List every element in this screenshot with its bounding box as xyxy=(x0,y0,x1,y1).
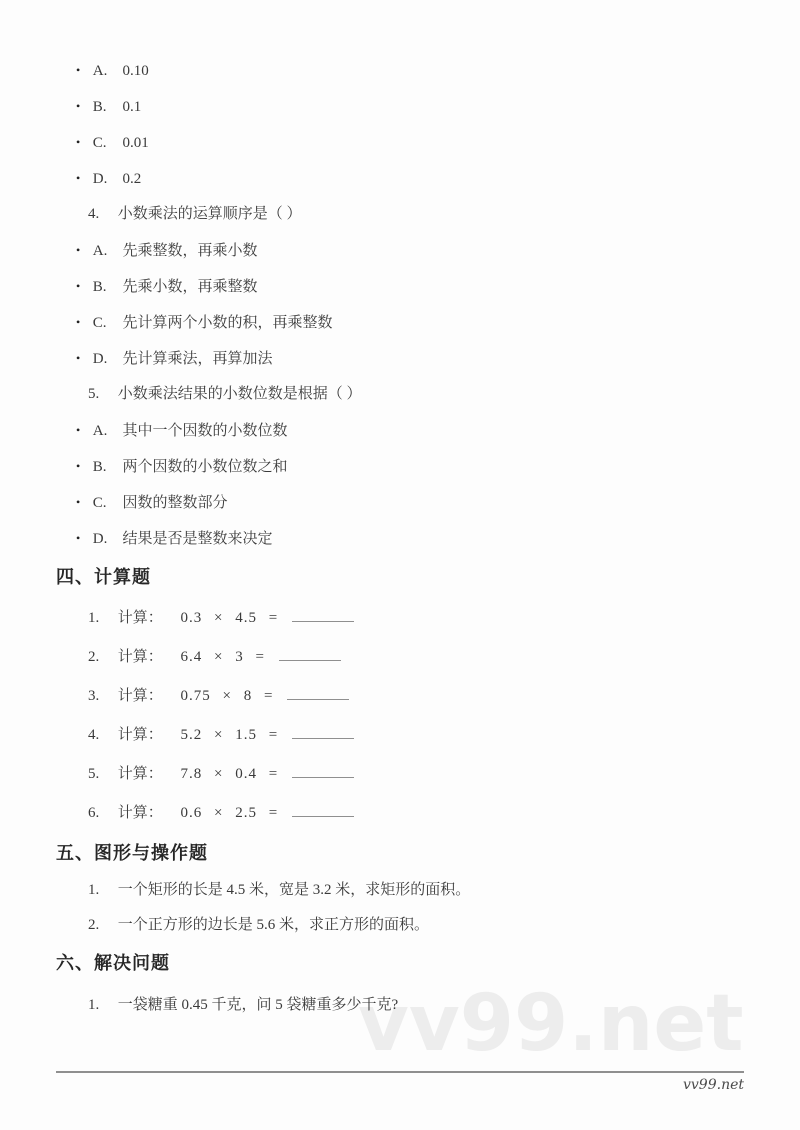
question-number: 5. xyxy=(88,386,100,402)
bullet-icon: • xyxy=(76,279,81,293)
option-row xyxy=(76,422,744,439)
bullet-icon: • xyxy=(76,531,81,545)
footer-site-text: vv99.net xyxy=(682,1077,744,1093)
option-label: B. xyxy=(92,99,107,115)
calc-prefix: 计算： xyxy=(117,649,163,665)
option-text: 两个因数的小数位数之和 xyxy=(122,459,288,475)
item-number: 4. xyxy=(88,727,100,743)
item-number: 2. xyxy=(88,649,100,665)
option-text: 先计算乘法，再算加法 xyxy=(122,351,273,367)
bullet-icon: • xyxy=(76,459,81,473)
option-label: C. xyxy=(92,495,107,511)
option-row xyxy=(76,62,744,79)
option-text: 0.01 xyxy=(122,135,149,151)
calc-prefix: 计算： xyxy=(117,805,163,821)
item-text: 一袋糖重 0.45 千克，问 5 袋糖重多少千克? xyxy=(117,997,399,1013)
question-number: 4. xyxy=(88,206,100,222)
option-row xyxy=(76,458,744,475)
calc-item xyxy=(88,764,744,783)
calc-item xyxy=(88,647,744,666)
calc-prefix: 计算： xyxy=(117,610,163,626)
question-4-options xyxy=(56,242,744,367)
bullet-icon: • xyxy=(76,495,81,509)
option-text: 先乘小数，再乘整数 xyxy=(122,279,258,295)
option-label: B. xyxy=(92,279,107,295)
option-text: 结果是否是整数来决定 xyxy=(122,531,273,547)
option-row xyxy=(76,350,744,367)
section-heading-geometry: 五、图形与操作题 xyxy=(56,843,208,863)
bullet-icon: • xyxy=(76,171,81,185)
question-text: 小数乘法结果的小数位数是根据（ ） xyxy=(117,386,362,402)
question-text: 小数乘法的运算顺序是（ ） xyxy=(117,206,302,222)
calc-prefix: 计算： xyxy=(117,727,163,743)
bullet-icon: • xyxy=(76,99,81,113)
calc-expression: 0.6 × 2.5 = xyxy=(180,805,279,821)
option-label: D. xyxy=(92,171,108,187)
question-4 xyxy=(88,206,744,222)
answer-blank xyxy=(279,647,341,661)
option-label: D. xyxy=(92,351,108,367)
bullet-icon: • xyxy=(76,351,81,365)
section-heading-word-problems: 六、解决问题 xyxy=(56,953,170,973)
item-number: 5. xyxy=(88,766,100,782)
option-label: C. xyxy=(92,135,107,151)
calc-item xyxy=(88,608,744,627)
bullet-icon: • xyxy=(76,315,81,329)
option-row xyxy=(76,278,744,295)
option-text: 0.10 xyxy=(122,63,149,79)
option-text: 0.2 xyxy=(122,171,142,187)
item-number: 1. xyxy=(88,997,100,1013)
option-text: 其中一个因数的小数位数 xyxy=(122,423,288,439)
watermark-text: vv99.net xyxy=(358,979,744,1069)
bullet-icon: • xyxy=(76,243,81,257)
geometry-list xyxy=(88,882,744,934)
option-row xyxy=(76,98,744,115)
page-footer xyxy=(56,1071,744,1093)
bullet-icon: • xyxy=(76,423,81,437)
geometry-item xyxy=(88,882,744,899)
option-label: C. xyxy=(92,315,107,331)
option-text: 因数的整数部分 xyxy=(122,495,228,511)
section-heading-calculation: 四、计算题 xyxy=(56,567,151,587)
option-row xyxy=(76,530,744,547)
question-5-options xyxy=(56,422,744,547)
geometry-item xyxy=(88,917,744,934)
calc-prefix: 计算： xyxy=(117,688,163,704)
calc-item xyxy=(88,686,744,705)
option-row xyxy=(76,242,744,259)
calc-item xyxy=(88,803,744,822)
word-problem-list xyxy=(88,997,744,1014)
calc-expression: 0.75 × 8 = xyxy=(180,688,274,704)
option-row xyxy=(76,134,744,151)
calculation-list xyxy=(88,608,744,822)
option-row xyxy=(76,314,744,331)
calc-item xyxy=(88,725,744,744)
calc-expression: 6.4 × 3 = xyxy=(180,649,265,665)
word-problem-item xyxy=(88,997,744,1014)
option-label: A. xyxy=(92,423,108,439)
bullet-icon: • xyxy=(76,63,81,77)
answer-blank xyxy=(292,764,354,778)
option-row xyxy=(76,170,744,187)
item-number: 2. xyxy=(88,917,100,933)
item-number: 1. xyxy=(88,610,100,626)
option-label: A. xyxy=(92,243,108,259)
item-number: 6. xyxy=(88,805,100,821)
answer-blank xyxy=(292,725,354,739)
question-3-options xyxy=(56,62,744,187)
question-5 xyxy=(88,386,744,402)
answer-blank xyxy=(287,686,349,700)
option-text: 先计算两个小数的积，再乘整数 xyxy=(122,315,333,331)
answer-blank xyxy=(292,803,354,817)
option-row xyxy=(76,494,744,511)
item-number: 1. xyxy=(88,882,100,898)
calc-expression: 5.2 × 1.5 = xyxy=(180,727,279,743)
item-text: 一个矩形的长是 4.5 米，宽是 3.2 米，求矩形的面积。 xyxy=(117,882,471,898)
calc-expression: 0.3 × 4.5 = xyxy=(180,610,279,626)
calc-expression: 7.8 × 0.4 = xyxy=(180,766,279,782)
option-text: 先乘整数，再乘小数 xyxy=(122,243,258,259)
item-number: 3. xyxy=(88,688,100,704)
option-label: A. xyxy=(92,63,108,79)
item-text: 一个正方形的边长是 5.6 米，求正方形的面积。 xyxy=(117,917,430,933)
answer-blank xyxy=(292,608,354,622)
calc-prefix: 计算： xyxy=(117,766,163,782)
option-label: D. xyxy=(92,531,108,547)
bullet-icon: • xyxy=(76,135,81,149)
option-text: 0.1 xyxy=(122,99,142,115)
option-label: B. xyxy=(92,459,107,475)
